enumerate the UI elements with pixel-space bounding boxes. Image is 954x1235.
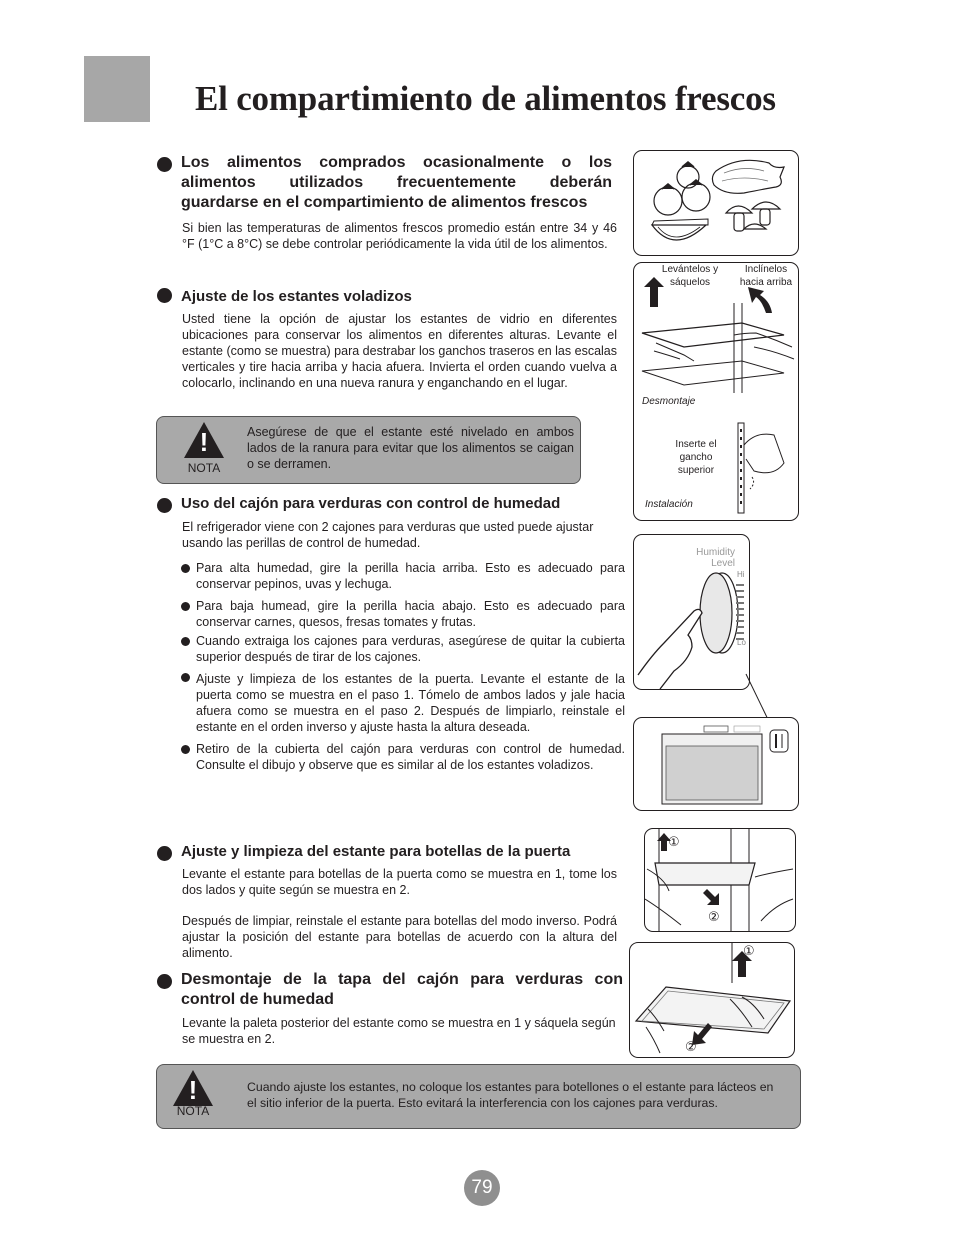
note-text: Asegúrese de que el estante esté nivelado en ambos lados de la ranura para evitar que los alimentos se caigan o se derramen. — [247, 425, 574, 471]
bottle-heading: Ajuste y limpieza del estante para botellas de la puerta — [181, 843, 571, 860]
step-2-marker: ② — [685, 1039, 697, 1054]
section-bullet — [157, 974, 172, 989]
warning-icon: ! — [184, 422, 224, 458]
lift-caption: Levántelos y sáquelos — [661, 264, 719, 288]
note-box-2 — [156, 1064, 801, 1129]
installation-caption: Instalación — [645, 499, 693, 510]
crisper-bullet-5: Retiro de la cubierta del cajón para verduras con control de humedad. Consulte el dibujo y observe que es similar al de los estantes voladizos. — [196, 742, 625, 772]
list-bullet — [181, 564, 190, 573]
humidity-lo-label: Lo — [737, 638, 746, 647]
note-label: NOTA — [176, 1104, 210, 1118]
section-bullet — [157, 846, 172, 861]
removal-caption: Desmontaje — [642, 396, 696, 407]
warning-icon: ! — [173, 1070, 213, 1106]
note-box-1 — [156, 416, 581, 484]
shelf-illustration — [633, 262, 799, 521]
page-title: El compartimiento de alimentos frescos — [195, 79, 776, 118]
crisper-bullet-4: Ajuste y limpieza de los estantes de la puerta. Levante el estante de la puerta como se muestra en el paso 1. Tómelo de ambos lados y jale hacia afuera como se muestra en el paso 2. Después de limpiarlo, reinstale el estante en el orden inverso y ajuste hasta la altura deseada. — [196, 672, 625, 734]
note-text: Cuando ajuste los estantes, no coloque los estantes para botellones o el estante para lácteos en el sitio inferior de la puerta. Esto evitará la interferencia con los cajones para verduras. — [247, 1080, 774, 1110]
section-bullet — [157, 498, 172, 513]
bottle-body-2: Después de limpiar, reinstale el estante para botellas del modo inverso. Podrá ajustar la posición del estante para botellas de acuerdo con la altura del alimento. — [182, 914, 617, 960]
crisper-drawer-illustration — [633, 717, 799, 811]
crisper-cover-illustration — [629, 942, 795, 1058]
crisper-bullet-1: Para alta humedad, gire la perilla hacia arriba. Esto es adecuado para conservar pepinos, uvas y lechuga. — [196, 561, 625, 591]
shelves-body: Usted tiene la opción de ajustar los estantes de vidrio en diferentes ubicaciones para conservar los alimentos en diferentes alturas. Levante el estante (como se muestra) para destrabar los ganchos traseros en las escalas verticales y tire hacia arriba y hacia afuera. Invierta el orden cuando vuelva a colocarlo, inclinando en una nueva ranura y enganchando en el lugar. — [182, 312, 617, 390]
crisper-bullet-3: Cuando extraiga los cajones para verduras, asegúrese de quitar la cubierta superior después de tirar de los cajones. — [196, 634, 625, 664]
fresh-heading-line-2: alimentos utilizados frecuentemente deberán — [181, 174, 612, 191]
section-bullet — [157, 288, 172, 303]
list-bullet — [181, 673, 190, 682]
hook-caption: Inserte el gancho superior — [675, 439, 717, 476]
crisper-heading: Uso del cajón para verduras con control de humedad — [181, 495, 561, 512]
list-bullet — [181, 745, 190, 754]
crisper-bullet-2: Para baja humead, gire la perilla hacia abajo. Esto es adecuado para conservar carnes, quesos, fresas tomates y frutas. — [196, 599, 625, 629]
cover-heading — [181, 970, 623, 1010]
food-illustration — [633, 150, 799, 256]
tilt-caption: Inclínelos hacia arriba — [739, 264, 793, 288]
page-number: 79 — [464, 1170, 500, 1206]
cover-body: Levante la paleta posterior del estante como se muestra en 1 y sáquela según se muestra en 2. — [182, 1016, 616, 1046]
list-bullet — [181, 602, 190, 611]
cover-heading-line-1: Desmontaje de la tapa del cajón para verduras con — [181, 971, 623, 988]
step-1-marker: ① — [743, 943, 755, 958]
bottle-body-1: Levante el estante para botellas de la puerta como se muestra en 1, tome los dos lados y quite según se muestra en 2. — [182, 867, 617, 897]
shelves-heading: Ajuste de los estantes voladizos — [181, 288, 412, 305]
section-bullet — [157, 157, 172, 172]
step-2-marker: ② — [708, 909, 720, 924]
fresh-heading-line-3: guardarse en el compartimiento de alimentos frescos — [181, 194, 588, 211]
cover-heading-line-2: control de humedad — [181, 991, 334, 1008]
fresh-food-body: Si bien las temperaturas de alimentos frescos promedio están entre 34 y 46 °F (1°C a 8°C) se debe controlar periódicamente la vida útil de los alimentos. — [182, 221, 617, 251]
crisper-body: El refrigerador viene con 2 cajones para verduras que usted puede ajustar usando las perillas de control de humedad. — [182, 520, 594, 550]
fresh-heading-line-1: Los alimentos comprados ocasionalmente o los — [181, 154, 612, 171]
step-1-marker: ① — [668, 834, 680, 849]
humidity-hi-label: Hi — [737, 570, 745, 579]
note-label: NOTA — [187, 461, 221, 475]
fresh-food-heading — [181, 153, 612, 213]
list-bullet — [181, 637, 190, 646]
humidity-title: Humidity Level — [696, 547, 735, 569]
header-gray-square — [84, 56, 150, 122]
bottle-shelf-illustration — [644, 828, 796, 932]
humidity-control-illustration — [633, 534, 750, 690]
